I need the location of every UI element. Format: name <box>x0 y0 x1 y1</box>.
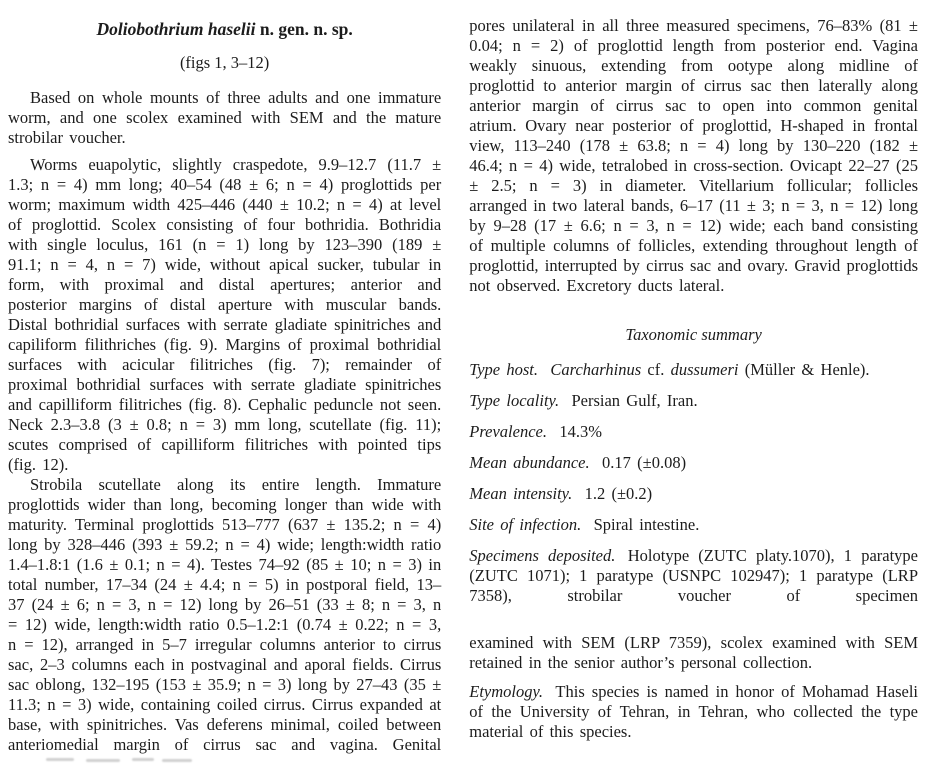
entry-type-host-authority: (Müller & Henle). <box>738 360 870 379</box>
right-column <box>469 16 918 765</box>
entry-etymology <box>469 682 918 742</box>
entry-type-host-species: dussumeri <box>670 360 739 379</box>
entry-type-locality-label: Type locality. <box>469 391 560 410</box>
scan-artifact-dash <box>132 758 154 761</box>
scan-artifact-dash <box>86 759 120 762</box>
scan-artifact-dash <box>46 758 74 761</box>
entry-site-of-infection-label: Site of infection. <box>469 515 582 534</box>
entry-specimens-deposited-label: Specimens deposited. <box>469 546 616 565</box>
entry-mean-abundance <box>469 453 918 473</box>
entry-type-host-cf: cf. <box>641 360 671 379</box>
entry-specimens-deposited-value: Holotype (ZUTC platy.1070), 1 paratype (ZUTC 1071); 1 paratype (USNPC 102947); 1 paratype (LRP 7358), strobilar voucher of specimen <box>469 546 918 605</box>
entry-specimens-deposited <box>469 546 918 606</box>
entry-site-of-infection <box>469 515 918 535</box>
entry-prevalence-label: Prevalence. <box>469 422 547 441</box>
paragraph-genital-pores-continuation: pores unilateral in all three measured specimens, 76–83% (81 ± 0.04; n = 2) of proglottid length from posterior end. Vagina weakly sinuous, extending from ootype along midline of proglottid to anterior margin of cirrus sac then laterally along anterior margin of cirrus sac to open into common genital atrium. Ovary near posterior of proglottid, H-shaped in frontal view, 113–240 (178 ± 63.8; n = 4) long by 130–220 (182 ± 46.4; n = 4) wide, tetralobed in cross-section. Ovicapt 22–27 (25 ± 2.5; n = 3) in diameter. Vitellarium follicular; follicles arranged in two lateral bands, 6–17 (11 ± 3; n = 3, n = 12) long by 9–28 (17 ± 6.6; n = 3, n = 12) wide; each band consisting of multiple columns of follicles, extending throughout length of proglottid, interrupted by cirrus sac and ovary. Gravid proglottids not observed. Excretory ducts lateral. <box>469 16 918 295</box>
entry-mean-intensity-label: Mean intensity. <box>469 484 573 503</box>
paragraph-specimens-continuation: examined with SEM (LRP 7359), scolex examined with SEM retained in the senior author’s personal collection. <box>469 633 918 672</box>
entry-etymology-value: This species is named in honor of Mohamad Haseli of the University of Tehran, in Tehran, who collected the type material of this species. <box>469 682 918 741</box>
entry-etymology-label: Etymology. <box>469 682 544 701</box>
scan-artifact-dash <box>162 759 192 762</box>
entry-mean-intensity-value: 1.2 (±0.2) <box>584 484 653 503</box>
paragraph-intro: Based on whole mounts of three adults and one immature worm, and one scolex examined with SEM and the mature strobilar voucher. <box>8 88 442 147</box>
entry-mean-abundance-value: 0.17 (±0.08) <box>602 453 687 472</box>
figure-reference: (figs 1, 3–12) <box>179 53 270 72</box>
entry-prevalence <box>469 422 918 442</box>
paragraph-scolex-description: Worms euapolytic, slightly craspedote, 9.9–12.7 (11.7 ± 1.3; n = 4) mm long; 40–54 (48 ± 6; n = 4) proglottids per worm; maximum width 425–446 (440 ± 10.2; n = 4) at level of proglottid. Scolex consisting of four bothridia. Bothridia with single loculus, 161 (n = 1) long by 123–390 (189 ± 91.1; n = 4, n = 7) wide, without apical sucker, tubular in form, with proximal and distal apertures; anterior and posterior margins of distal aperture with muscular bands. Distal bothridial surfaces with serrate gladiate spinitriches and capiliform filithriches (fig. 9). Margins of proximal bothridial surfaces with acicular filitriches (fig. 7); remainder of proximal bothridial surfaces with serrate gladiate spinitriches and capilliform filitriches (fig. 8). Cephalic peduncle not seen. Neck 2.3–3.8 (3 ± 0.8; n = 3) mm long, scutellate (fig. 11); scutes comprised of capilliform filitriches with pointed tips (fig. 12). <box>8 155 442 474</box>
entry-type-locality <box>469 391 918 411</box>
paragraph-strobila-description: Strobila scutellate along its entire length. Immature proglottids wider than long, becoming longer than wide with maturity. Terminal proglottids 513–777 (637 ± 135.2; n = 4) long by 328–446 (393 ± 59.2; n = 4) wide; length:width ratio 1.4–1.8:1 (1.6 ± 0.1; n = 4). Testes 74–92 (85 ± 10; n = 3) in total number, 17–34 (24 ± 4.4; n = 5) in postporal field, 13–37 (24 ± 6; n = 3, n = 12) long by 26–51 (33 ± 8; n = 3, n = 12) wide, length:width ratio 0.5–1.2:1 (0.74 ± 0.22; n = 3, n = 12), arranged in 5–7 irregular columns anterior to cirrus sac, 2–3 columns each in postvaginal and aporal fields. Cirrus sac oblong, 132–195 (153 ± 35.9; n = 3) long by 27–43 (35 ± 11.3; n = 3) wide, containing coiled cirrus. Cirrus expanded at base, with spinitriches. Vas deferens minimal, coiled between anteriomedial margin of cirrus sac and vagina. Genital <box>8 475 442 754</box>
species-title <box>8 18 441 40</box>
entry-site-of-infection-value: Spiral intestine. <box>593 515 700 534</box>
entry-type-host <box>469 360 918 380</box>
entry-mean-abundance-label: Mean abundance. <box>469 453 590 472</box>
species-title-suffix: n. gen. n. sp. <box>255 19 353 39</box>
entry-prevalence-value: 14.3% <box>559 422 602 441</box>
entry-mean-intensity <box>469 484 918 504</box>
taxonomic-summary-heading: Taxonomic summary <box>625 325 762 344</box>
entry-type-host-genus: Carcharhinus <box>550 360 642 379</box>
species-title-genus-species: Doliobothrium haselii <box>96 19 256 39</box>
entry-type-host-label: Type host. <box>469 360 538 379</box>
entry-type-locality-value: Persian Gulf, Iran. <box>571 391 698 410</box>
left-column <box>8 16 441 765</box>
